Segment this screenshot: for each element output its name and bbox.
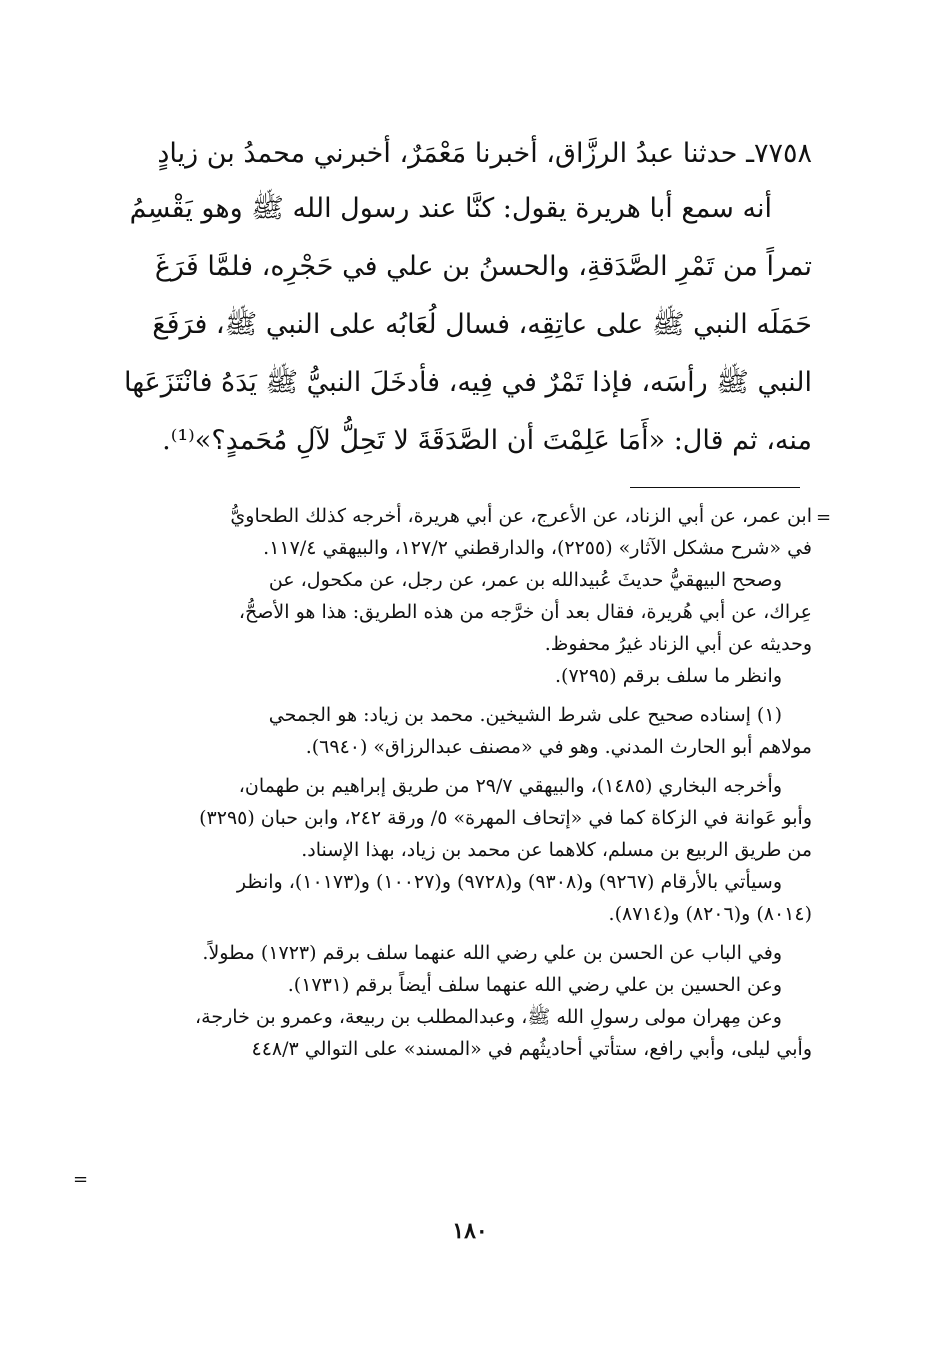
footnote-line: وعن الحسين بن علي رضي الله عنهما سلف أيضاً برقم (١٧٣١). (287, 974, 782, 996)
footnote-separator (630, 487, 800, 488)
hadith-line: حَمَلَه النبي ﷺ على عاتِقِه، فسال لُعَابُه على النبي ﷺ، فرَفَعَ (152, 309, 812, 340)
hadith-line: تمراً من تَمْرِ الصَّدَقةِ، والحسنُ بن علي في حَجْرِه، فلمَّا فَرَغَ (154, 251, 812, 282)
footnote-line: من طريق الربيع بن مسلم، كلاهما عن محمد بن زياد، بهذا الإسناد. (301, 839, 812, 861)
footnote-line: وأبي ليلى، وأبي رافع، ستأتي أحاديثُهم في «المسند» على التوالي ٤٤٨/٣ (251, 1038, 812, 1060)
footnote-line: (١) إسناده صحيح على شرط الشيخين. محمد بن زياد: هو الجمحي (268, 704, 782, 726)
footnote-line: وحديثه عن أبي الزناد غيرُ محفوظ. (544, 633, 812, 655)
footnote-line: وسيأتي بالأرقام (٩٢٦٧) و(٩٣٠٨) و(٩٧٢٨) و(١٠٠٢٧) و(١٠١٧٣)، وانظر (236, 871, 782, 893)
page-number: ١٨٠ (452, 1218, 488, 1244)
footnote-line: وأبو عَوانة في الزكاة كما في «إتحاف المهرة» ٥/ ورقة ٢٤٢، وابن حبان (٣٢٩٥) (199, 807, 812, 829)
footnote-line: مولاهم أبو الحارث المدني. وهو في «مصنف عبدالرزاق» (٦٩٤٠). (305, 736, 812, 758)
continuation-mark-bottom: = (73, 1169, 89, 1190)
hadith-line: ٧٧٥٨ـ حدثنا عبدُ الرزَّاق، أخبرنا مَعْمَرٌ، أخبرني محمدُ بن زيادٍ (157, 138, 812, 169)
footnote-line: في «شرح مشكل الآثار» (٢٢٥٥)، والدارقطني ١٢٧/٢، والبيهقي ١١٧/٤. (263, 537, 812, 559)
footnote-line: (٨٠١٤) و(٨٢٠٦) و(٨٧١٤). (608, 903, 812, 925)
footnote-line: وعن مِهران مولى رسولِ الله ﷺ، وعبدالمطلب بن ربيعة، وعمرو بن خارجة، (195, 1006, 782, 1028)
footnotes (100, 500, 812, 1065)
hadith-line: أنه سمع أبا هريرة يقول: كنَّا عند رسول الله ﷺ وهو يَقْسِمُ (129, 193, 772, 224)
footnote-line: وانظر ما سلف برقم (٧٢٩٥). (554, 665, 782, 687)
continuation-mark-top: = (816, 507, 832, 528)
footnote-line: وصحح البيهقيُّ حديثَ عُبيدالله بن عمر، عن رجل، عن مكحول، عن (268, 569, 782, 591)
footnote-line: عِراك، عن أبي هُريرة، فقال بعد أن خرَّجه من هذه الطريق: هذا هو الأصحُّ، (238, 601, 812, 623)
footnote-line: وأخرجه البخاري (١٤٨٥)، والبيهقي ٢٩/٧ من طريق إبراهيم بن طهمان، (238, 775, 782, 797)
hadith-text (100, 128, 812, 470)
footnote-line: ابن عمر، عن أبي الزناد، عن الأعرج، عن أبي هريرة، أخرجه كذلك الطحاويُّ (230, 505, 812, 527)
hadith-line: النبي ﷺ رأسَه، فإذا تَمْرٌ في فِيه، فأدخَلَ النبيُّ ﷺ يَدَهُ فانْتَزَعَها (124, 367, 812, 398)
hadith-line: منه، ثم قال: «أَمَا عَلِمْتَ أن الصَّدَقَةَ لا تَحِلُّ لآلِ مُحَمدٍ؟»⁽¹⁾. (162, 425, 812, 456)
footnote-line: وفي الباب عن الحسن بن علي رضي الله عنهما سلف برقم (١٧٢٣) مطولاً. (202, 942, 782, 964)
